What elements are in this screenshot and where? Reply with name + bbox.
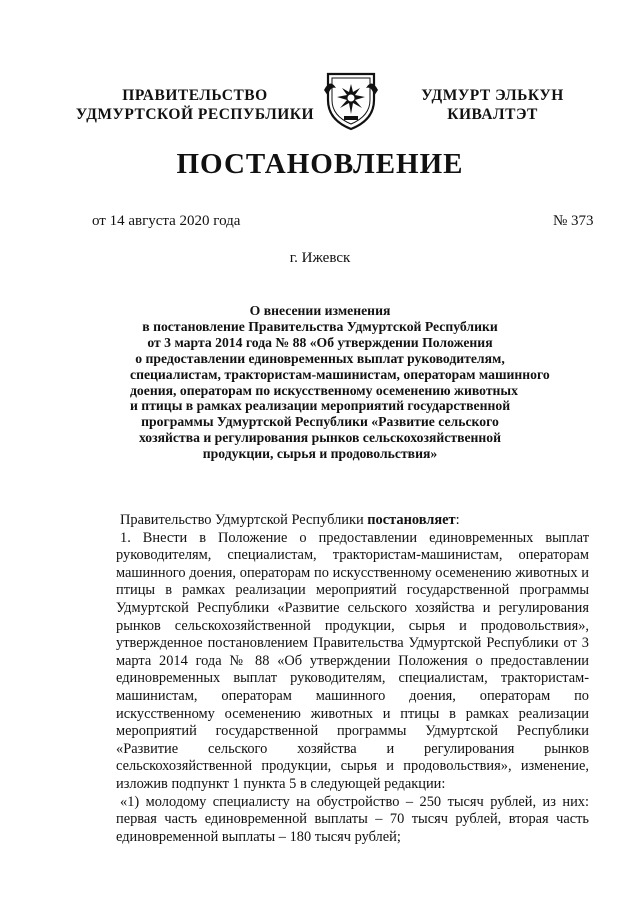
resolution-intro: [116, 512, 589, 530]
issuer-name-udmurt: [400, 86, 585, 124]
subject-line: и птицы в рамках реализации мероприятий государственной: [130, 398, 511, 414]
intro-colon: :: [455, 512, 460, 528]
issuer-name-russian: [75, 86, 315, 124]
document-title: ПОСТАНОВЛЕНИЕ: [176, 148, 464, 180]
document-date: от 14 августа 2020 года: [92, 213, 241, 229]
intro-text: Правительство Удмуртской Республики: [120, 512, 368, 528]
subject-line: О внесении изменения: [249, 303, 391, 318]
subject-line: в постановление Правительства Удмуртской Республики: [142, 318, 498, 334]
subject-line: доения, операторам по искусственному осеменению животных: [130, 382, 518, 398]
issuer-line-2: УДМУРТСКОЙ РЕСПУБЛИКИ: [75, 106, 315, 123]
issuer-udmurt-line-1: УДМУРТ ЭЛЬКУН: [421, 87, 564, 104]
subject-line: специалистам, трактористам-машинистам, операторам машинного: [130, 366, 550, 382]
document-number: № 373: [553, 213, 594, 229]
subject-line: от 3 марта 2014 года № 88 «Об утверждении Положения: [147, 334, 493, 350]
issuer-line-1: ПРАВИТЕЛЬСТВО: [122, 87, 268, 104]
document-body: [116, 512, 589, 846]
subject-line: программы Удмуртской Республики «Развитие сельского: [141, 414, 499, 430]
paragraph-2: «1) молодому специалисту на обустройство – 250 тысяч рублей, из них: первая часть единовременной выплаты – 70 тысяч рублей, вторая часть единовременной выплаты – 180 тысяч рублей;: [116, 793, 589, 845]
coat-of-arms-icon: [322, 70, 380, 132]
intro-keyword: постановляет: [367, 512, 456, 528]
issuer-udmurt-line-2: КИВАЛТЭТ: [447, 106, 538, 123]
subject-line: продукции, сырья и продовольствия»: [202, 446, 438, 462]
subject-line: о предоставлении единовременных выплат руководителям,: [135, 350, 505, 366]
paragraph-1: 1. Внести в Положение о предоставлении единовременных выплат руководителям, специалистам, трактористам-машинистам, операторам машинного доения, операторам по искусственному осеменению животных и птицы в рамках реализации мероприятий государственной программы Удмуртской Республики «Развитие сельского хозяйства и регулирования рынков сельскохозяйственной продукции, сырья и продовольствия», утвержденное постановлением Правительства Удмуртской Республики от 3 марта 2014 года № 88 «Об утверждении Положения о предоставлении единовременных выплат руководителям, специалистам, трактористам-машинистам, операторам машинного доения, операторам по искусственному осеменению животных и птицы в рамках реализации мероприятий государственной программы Удмуртской Республики «Развитие сельского хозяйства и регулирования рынков сельскохозяйственной продукции, сырья и продовольствия», изменение, изложив подпункт 1 пункта 5 в следующей редакции:: [116, 529, 589, 792]
document-city: г. Ижевск: [289, 250, 351, 266]
subject-line: хозяйства и регулирования рынков сельскохозяйственной: [138, 430, 502, 446]
document-subject: [130, 303, 550, 462]
